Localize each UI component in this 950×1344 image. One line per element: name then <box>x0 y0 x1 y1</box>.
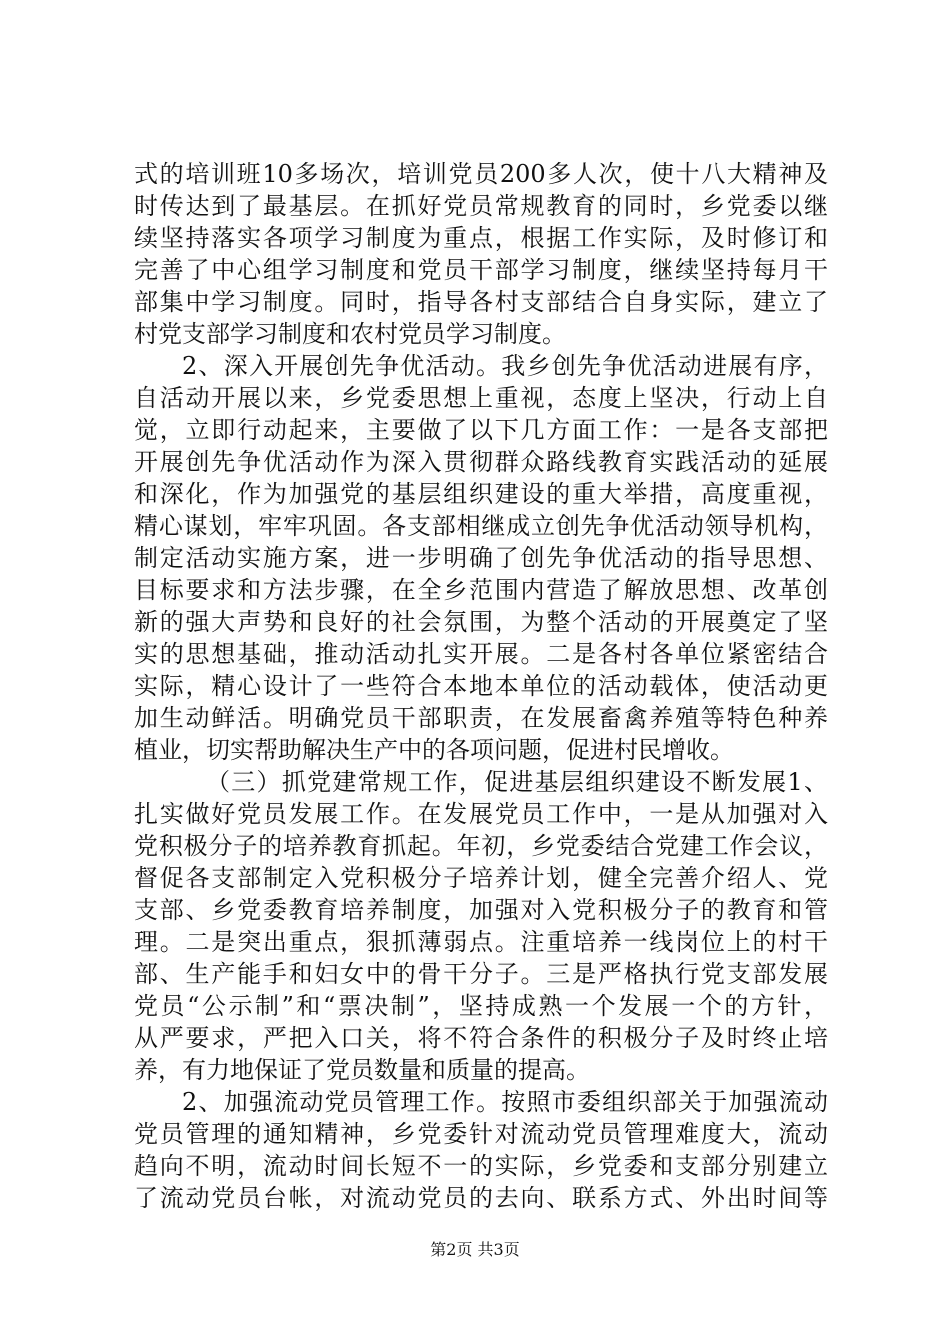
text-line: 党积极分子的培养教育抓起。年初，乡党委结合党建工作会议， <box>134 832 828 860</box>
text-line: 觉，立即行动起来，主要做了以下几方面工作：一是各支部把 <box>134 416 828 444</box>
text-line: 村党支部学习制度和农村党员学习制度。 <box>134 320 566 348</box>
text-line: 支部、乡党委教育培养制度，加强对入党积极分子的教育和管 <box>134 896 828 924</box>
text-line: 部集中学习制度。同时，指导各村支部结合自身实际，建立了 <box>134 288 828 316</box>
text-line: 目标要求和方法步骤，在全乡范围内营造了解放思想、改革创 <box>134 576 828 604</box>
page-footer <box>0 1240 950 1260</box>
text-line: 了流动党员台帐，对流动党员的去向、联系方式、外出时间等 <box>134 1184 828 1212</box>
text-line: 实际，精心设计了一些符合本地本单位的活动载体，使活动更 <box>134 672 828 700</box>
text-line: 理。二是突出重点，狠抓薄弱点。注重培养一线岗位上的村干 <box>134 928 828 956</box>
text-line: 新的强大声势和良好的社会氛围，为整个活动的开展奠定了坚 <box>134 608 828 636</box>
text-line: 时传达到了最基层。在抓好党员常规教育的同时，乡党委以继 <box>134 192 828 220</box>
page-number-label: 第2页 共3页 <box>430 1240 520 1259</box>
text-line: 续坚持落实各项学习制度为重点，根据工作实际，及时修订和 <box>134 224 828 252</box>
text-line: 制定活动实施方案，进一步明确了创先争优活动的指导思想、 <box>134 544 828 572</box>
text-line: 趋向不明，流动时间长短不一的实际，乡党委和支部分别建立 <box>134 1152 828 1180</box>
text-line: 自活动开展以来，乡党委思想上重视，态度上坚决，行动上自 <box>134 384 828 412</box>
text-line: 实的思想基础，推动活动扎实开展。二是各村各单位紧密结合 <box>134 640 828 668</box>
paragraph-start-line: 2、深入开展创先争优活动。我乡创先争优活动进展有序， <box>182 352 828 380</box>
text-line: 督促各支部制定入党积极分子培养计划，健全完善介绍人、党 <box>134 864 828 892</box>
text-line: 党员管理的通知精神，乡党委针对流动党员管理难度大，流动 <box>134 1120 828 1148</box>
section-heading-line: （三）抓党建常规工作，促进基层组织建设不断发展1、 <box>206 768 828 796</box>
text-line: 养，有力地保证了党员数量和质量的提高。 <box>134 1056 590 1084</box>
text-line: 和深化，作为加强党的基层组织建设的重大举措，高度重视， <box>134 480 828 508</box>
text-line: 扎实做好党员发展工作。在发展党员工作中，一是从加强对入 <box>134 800 828 828</box>
document-body <box>134 158 828 1214</box>
text-line: 部、生产能手和妇女中的骨干分子。三是严格执行党支部发展 <box>134 960 828 988</box>
paragraph-start-line: 2、加强流动党员管理工作。按照市委组织部关于加强流动 <box>182 1088 828 1116</box>
text-line: 党员“公示制”和“票决制”，坚持成熟一个发展一个的方针， <box>134 992 828 1020</box>
text-line: 加生动鲜活。明确党员干部职责，在发展畜禽养殖等特色种养 <box>134 704 828 732</box>
text-line: 式的培训班10多场次，培训党员200多人次，使十八大精神及 <box>134 160 828 188</box>
text-line: 完善了中心组学习制度和党员干部学习制度，继续坚持每月干 <box>134 256 828 284</box>
text-line: 开展创先争优活动作为深入贯彻群众路线教育实践活动的延展 <box>134 448 828 476</box>
text-line: 植业，切实帮助解决生产中的各项问题，促进村民增收。 <box>134 736 734 764</box>
text-line: 精心谋划，牢牢巩固。各支部相继成立创先争优活动领导机构， <box>134 512 828 540</box>
text-line: 从严要求，严把入口关，将不符合条件的积极分子及时终止培 <box>134 1024 828 1052</box>
